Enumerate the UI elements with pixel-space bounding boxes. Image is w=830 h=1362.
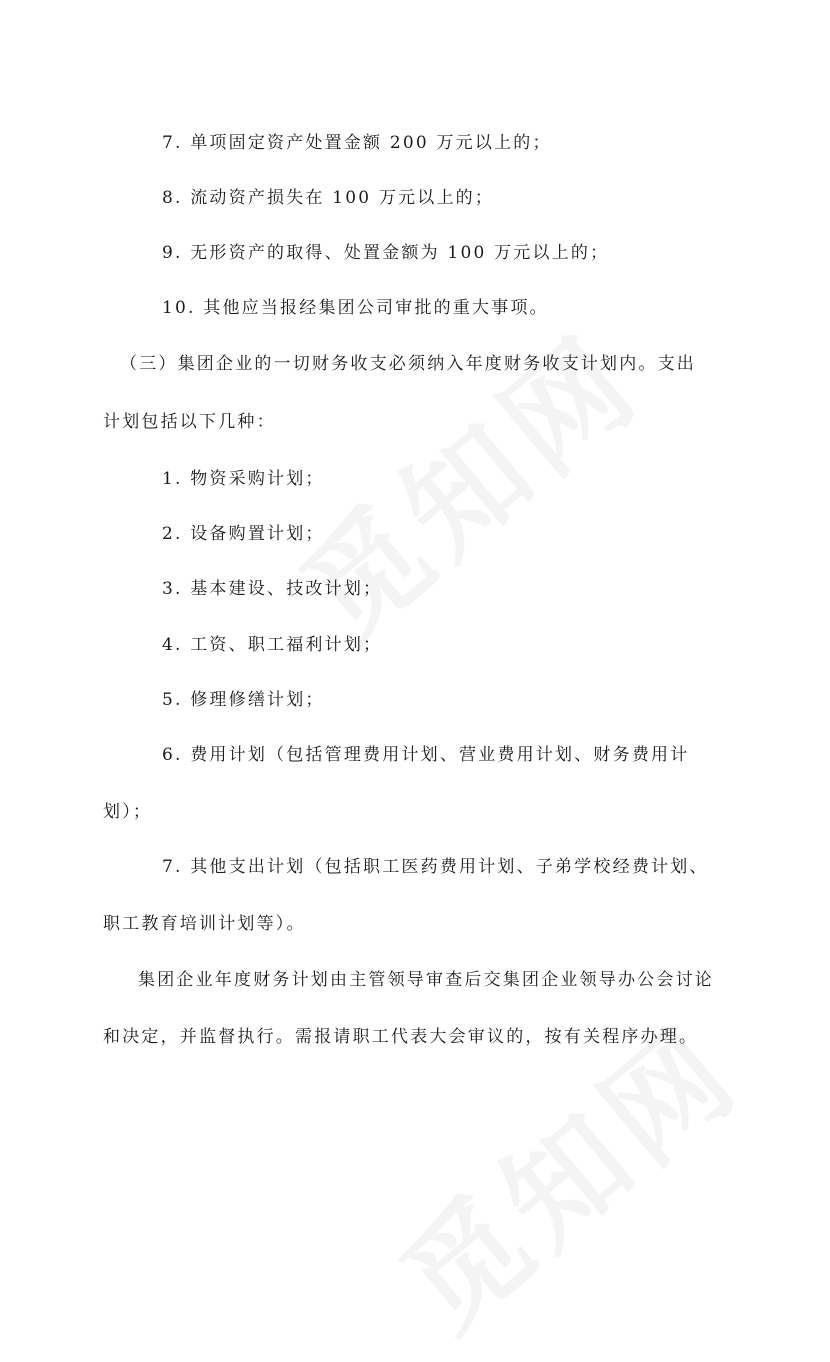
closing-paragraph-cont: 和决定，并监督执行。需报请职工代表大会审议的，按有关程序办理。 bbox=[103, 1027, 699, 1047]
list-item-9: 9. 无形资产的取得、处置金额为 100 万元以上的； bbox=[162, 243, 610, 263]
section-paragraph: （三）集团企业的一切财务收支必须纳入年度财务收支计划内。支出 bbox=[120, 354, 696, 374]
plan-item-6-cont: 划）； bbox=[103, 802, 153, 822]
plan-item-5: 5. 修理修缮计划； bbox=[162, 690, 325, 710]
list-item-8: 8. 流动资产损失在 100 万元以上的； bbox=[162, 188, 495, 208]
plan-item-3: 3. 基本建设、技改计划； bbox=[162, 579, 383, 599]
plan-item-4: 4. 工资、职工福利计划； bbox=[162, 635, 383, 655]
plan-item-1: 1. 物资采购计划； bbox=[162, 469, 325, 489]
list-item-7: 7. 单项固定资产处置金额 200 万元以上的； bbox=[162, 133, 552, 153]
list-item-10: 10. 其他应当报经集团公司审批的重大事项。 bbox=[162, 298, 549, 318]
closing-paragraph: 集团企业年度财务计划由主管领导审查后交集团企业领导办公会讨论 bbox=[138, 970, 714, 990]
plan-item-7-cont: 职工教育培训计划等）。 bbox=[103, 914, 306, 934]
plan-item-2: 2. 设备购置计划； bbox=[162, 524, 325, 544]
section-paragraph-cont: 计划包括以下几种： bbox=[103, 412, 276, 432]
plan-item-6: 6. 费用计划（包括管理费用计划、营业费用计划、财务费用计 bbox=[162, 745, 690, 765]
plan-item-7: 7. 其他支出计划（包括职工医药费用计划、子弟学校经费计划、 bbox=[162, 857, 709, 877]
